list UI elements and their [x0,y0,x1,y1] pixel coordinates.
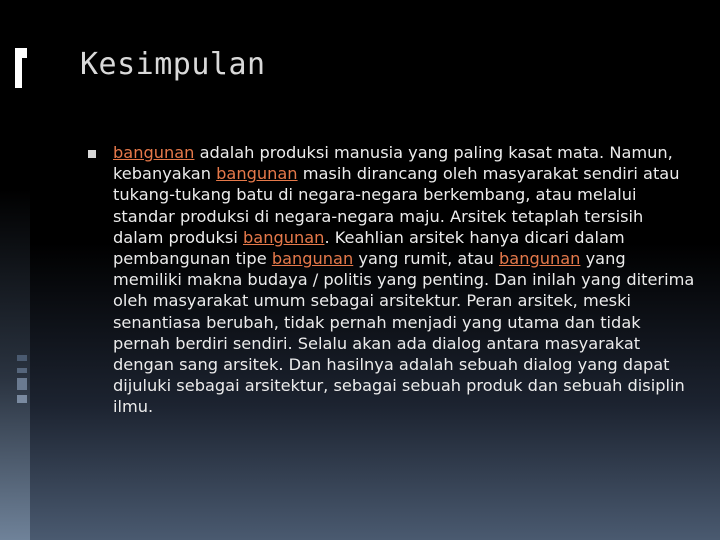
decor-bar [17,368,27,373]
text-segment: adalah produksi manusia yang paling kasat mata. Namun, kebanyakan [113,143,673,184]
slide-body-paragraph [113,142,698,418]
text-segment: yang memiliki makna budaya / politis yang penting. Dan inilah yang diterima oleh masyarakat umum sebagai arsitektur. Peran arsitek, meski senantiasa berubah, tidak pernah menjadi yang utama dan tidak pernah berdiri sendiri. Selalu akan ada dialog antara masyarakat dengan sang arsitek. Dan hasilnya adalah sebuah dialog yang dapat dijuluki sebagai arsitektur, sebagai sebuah produk dan sebuah disiplin ilmu. [113,249,695,417]
text-segment: . Keahlian arsitek hanya dicari dalam pembangunan tipe [113,227,625,269]
bullet-square-icon [88,150,96,158]
link-bangunan[interactable]: bangunan [271,249,354,269]
link-bangunan[interactable]: bangunan [499,249,581,269]
decor-bar [17,378,27,390]
link-bangunan[interactable]: bangunan [243,227,325,247]
decor-bar [17,395,27,403]
slide-title: Kesimpulan [80,47,266,82]
text-segment: yang rumit, atau [353,249,499,269]
decor-bar [17,355,27,361]
link-bangunan[interactable]: bangunan [113,143,195,162]
link-bangunan[interactable]: bangunan [216,164,298,184]
decor-square-inner [22,58,28,88]
text-segment: masih dirancang oleh masyarakat sendiri atau tukang-tukang batu di negara-negara berkembang, atau melalui standar produksi di negara-negara maju. Arsitek tetaplah tersisih dalam produksi [113,164,680,247]
